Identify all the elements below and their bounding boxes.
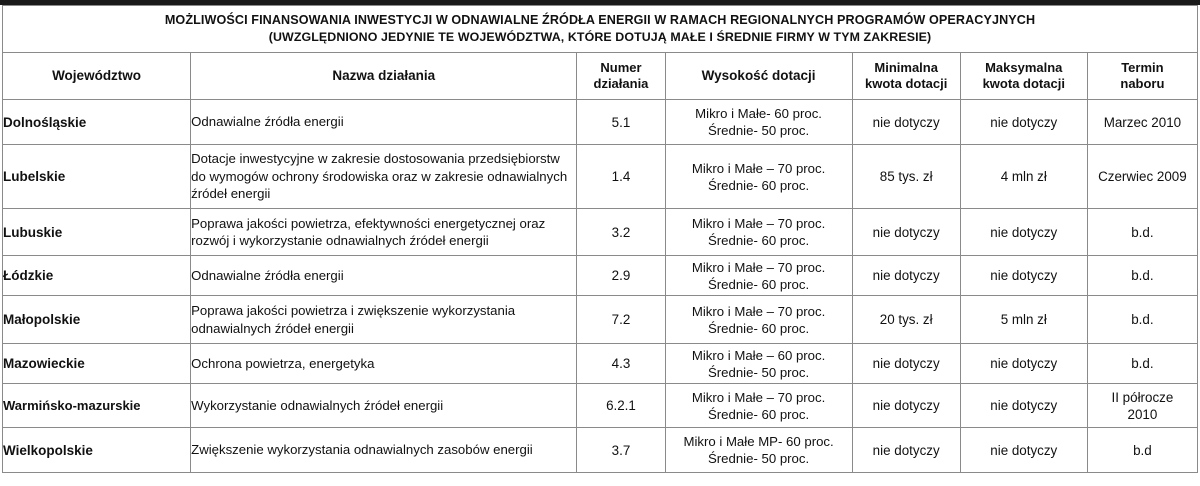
cell-voivodeship: Mazowieckie bbox=[3, 344, 191, 384]
cell-grant-small: Mikro i Małe MP- 60 proc. bbox=[683, 434, 834, 449]
cell-voivodeship: Łódzkie bbox=[3, 256, 191, 296]
cell-min-amount: nie dotyczy bbox=[852, 256, 960, 296]
cell-voivodeship: Dolnośląskie bbox=[3, 100, 191, 145]
cell-deadline-line1: b.d. bbox=[1131, 356, 1154, 371]
cell-action-number: 5.1 bbox=[577, 100, 665, 145]
cell-deadline-line1: II półrocze bbox=[1111, 389, 1174, 405]
cell-max-amount: nie dotyczy bbox=[960, 384, 1087, 428]
cell-grant-medium: Średnie- 50 proc. bbox=[707, 451, 810, 466]
cell-grant-level bbox=[665, 296, 852, 344]
column-header-max-amount-line2: kwota dotacji bbox=[982, 76, 1065, 91]
column-header-max-amount-line1: Maksymalna bbox=[985, 60, 1063, 75]
cell-voivodeship: Małopolskie bbox=[3, 296, 191, 344]
table-row bbox=[3, 256, 1198, 296]
funding-table bbox=[2, 5, 1198, 473]
table-row bbox=[3, 296, 1198, 344]
cell-grant-medium: Średnie- 60 proc. bbox=[707, 233, 810, 248]
cell-grant-small: Mikro i Małe – 60 proc. bbox=[691, 347, 826, 363]
cell-action-name: Wykorzystanie odnawialnych źródeł energii bbox=[191, 384, 577, 428]
column-header-deadline-line1: Termin bbox=[1121, 60, 1164, 75]
table-head bbox=[3, 6, 1198, 100]
cell-action-name: Dotacje inwestycyjne w zakresie dostosowania przedsiębiorstw do wymogów ochrony środowiska oraz w zakresie odnawialnych źródeł energii bbox=[191, 145, 577, 209]
cell-grant-small: Mikro i Małe – 70 proc. bbox=[691, 259, 826, 275]
table-row bbox=[3, 428, 1198, 473]
cell-deadline bbox=[1087, 344, 1197, 384]
cell-grant-level bbox=[665, 256, 852, 296]
cell-min-amount: nie dotyczy bbox=[852, 344, 960, 384]
table-row bbox=[3, 100, 1198, 145]
cell-deadline bbox=[1087, 296, 1197, 344]
table-body bbox=[3, 100, 1198, 473]
cell-min-amount: 20 tys. zł bbox=[852, 296, 960, 344]
cell-voivodeship: Lubelskie bbox=[3, 145, 191, 209]
cell-max-amount: nie dotyczy bbox=[960, 100, 1087, 145]
cell-action-number: 7.2 bbox=[577, 296, 665, 344]
column-header-min-amount bbox=[852, 53, 960, 100]
cell-grant-medium: Średnie- 60 proc. bbox=[707, 177, 810, 193]
cell-deadline-line1: b.d. bbox=[1131, 312, 1154, 327]
column-header-action-number bbox=[577, 53, 665, 100]
title-line-2: (UWZGLĘDNIONO JEDYNIE TE WOJEWÓDZTWA, KTÓRE DOTUJĄ MAŁE I ŚREDNIE FIRMY W TYM ZAKRESIE) bbox=[268, 30, 932, 44]
column-header-action-name: Nazwa działania bbox=[191, 53, 577, 100]
cell-max-amount: 5 mln zł bbox=[960, 296, 1087, 344]
cell-grant-level bbox=[665, 209, 852, 256]
cell-min-amount: nie dotyczy bbox=[852, 384, 960, 428]
cell-action-number: 6.2.1 bbox=[577, 384, 665, 428]
cell-deadline bbox=[1087, 100, 1197, 145]
cell-deadline-line1: b.d. bbox=[1131, 268, 1154, 283]
cell-voivodeship: Lubuskie bbox=[3, 209, 191, 256]
table-row bbox=[3, 384, 1198, 428]
cell-grant-small: Mikro i Małe – 70 proc. bbox=[691, 216, 826, 231]
cell-min-amount: nie dotyczy bbox=[852, 209, 960, 256]
table-row bbox=[3, 209, 1198, 256]
cell-grant-medium: Średnie- 60 proc. bbox=[707, 276, 810, 292]
cell-min-amount: nie dotyczy bbox=[852, 428, 960, 473]
cell-action-name: Poprawa jakości powietrza i zwiększenie wykorzystania odnawialnych źródeł energii bbox=[191, 296, 577, 344]
column-header-action-number-line1: Numer bbox=[600, 60, 642, 75]
cell-action-number: 4.3 bbox=[577, 344, 665, 384]
cell-grant-small: Mikro i Małe – 70 proc. bbox=[691, 160, 826, 176]
cell-grant-medium: Średnie- 50 proc. bbox=[707, 123, 810, 138]
cell-action-number: 3.7 bbox=[577, 428, 665, 473]
cell-grant-level bbox=[665, 100, 852, 145]
column-header-row bbox=[3, 53, 1198, 100]
cell-min-amount: nie dotyczy bbox=[852, 100, 960, 145]
column-header-action-number-line2: działania bbox=[593, 76, 649, 91]
column-header-voivodeship: Województwo bbox=[3, 53, 191, 100]
cell-action-number: 3.2 bbox=[577, 209, 665, 256]
cell-action-name: Odnawialne źródła energii bbox=[191, 100, 577, 145]
cell-deadline bbox=[1087, 209, 1197, 256]
cell-grant-level bbox=[665, 384, 852, 428]
cell-grant-medium: Średnie- 60 proc. bbox=[707, 320, 810, 336]
cell-action-number: 2.9 bbox=[577, 256, 665, 296]
table-container bbox=[2, 5, 1198, 473]
cell-action-name: Ochrona powietrza, energetyka bbox=[191, 344, 577, 384]
cell-max-amount: 4 mln zł bbox=[960, 145, 1087, 209]
cell-max-amount: nie dotyczy bbox=[960, 256, 1087, 296]
cell-deadline-line2: 2010 bbox=[1127, 406, 1158, 422]
column-header-deadline-line2: naboru bbox=[1120, 76, 1165, 91]
cell-grant-small: Mikro i Małe – 70 proc. bbox=[691, 389, 826, 405]
cell-deadline bbox=[1087, 145, 1197, 209]
column-header-grant-level: Wysokość dotacji bbox=[665, 53, 852, 100]
cell-action-name: Odnawialne źródła energii bbox=[191, 256, 577, 296]
table-row bbox=[3, 344, 1198, 384]
cell-max-amount: nie dotyczy bbox=[960, 344, 1087, 384]
cell-deadline-line1: b.d bbox=[1133, 442, 1152, 458]
column-header-min-amount-line2: kwota dotacji bbox=[865, 76, 948, 91]
cell-deadline-line1: b.d. bbox=[1131, 224, 1154, 240]
cell-max-amount: nie dotyczy bbox=[960, 209, 1087, 256]
cell-max-amount: nie dotyczy bbox=[960, 428, 1087, 473]
cell-grant-medium: Średnie- 50 proc. bbox=[707, 364, 810, 380]
cell-voivodeship: Warmińsko-mazurskie bbox=[3, 384, 191, 428]
cell-action-number: 1.4 bbox=[577, 145, 665, 209]
cell-deadline-line1: Marzec 2010 bbox=[1103, 114, 1182, 130]
cell-grant-medium: Średnie- 60 proc. bbox=[707, 406, 810, 422]
cell-action-name: Zwiększenie wykorzystania odnawialnych zasobów energii bbox=[191, 428, 577, 473]
cell-deadline-line1: Czerwiec 2009 bbox=[1098, 169, 1187, 184]
title-row bbox=[3, 6, 1198, 53]
cell-voivodeship: Wielkopolskie bbox=[3, 428, 191, 473]
title-line-1: MOŻLIWOŚCI FINANSOWANIA INWESTYCJI W ODNAWIALNE ŹRÓDŁA ENERGII W RAMACH REGIONALNYCH PROGRAMÓW OPERACYJNYCH bbox=[164, 13, 1036, 27]
column-header-max-amount bbox=[960, 53, 1087, 100]
cell-grant-small: Mikro i Małe- 60 proc. bbox=[695, 106, 822, 121]
cell-deadline bbox=[1087, 384, 1197, 428]
cell-deadline bbox=[1087, 256, 1197, 296]
table-row bbox=[3, 145, 1198, 209]
cell-deadline bbox=[1087, 428, 1197, 473]
column-header-min-amount-line1: Minimalna bbox=[874, 60, 938, 75]
table-title bbox=[3, 6, 1198, 53]
cell-grant-small: Mikro i Małe – 70 proc. bbox=[691, 303, 826, 319]
cell-min-amount: 85 tys. zł bbox=[852, 145, 960, 209]
cell-grant-level bbox=[665, 344, 852, 384]
cell-grant-level bbox=[665, 145, 852, 209]
cell-grant-level bbox=[665, 428, 852, 473]
column-header-deadline bbox=[1087, 53, 1197, 100]
cell-action-name: Poprawa jakości powietrza, efektywności energetycznej oraz rozwój i wykorzystanie odnawialnych źródeł energii bbox=[191, 209, 577, 256]
